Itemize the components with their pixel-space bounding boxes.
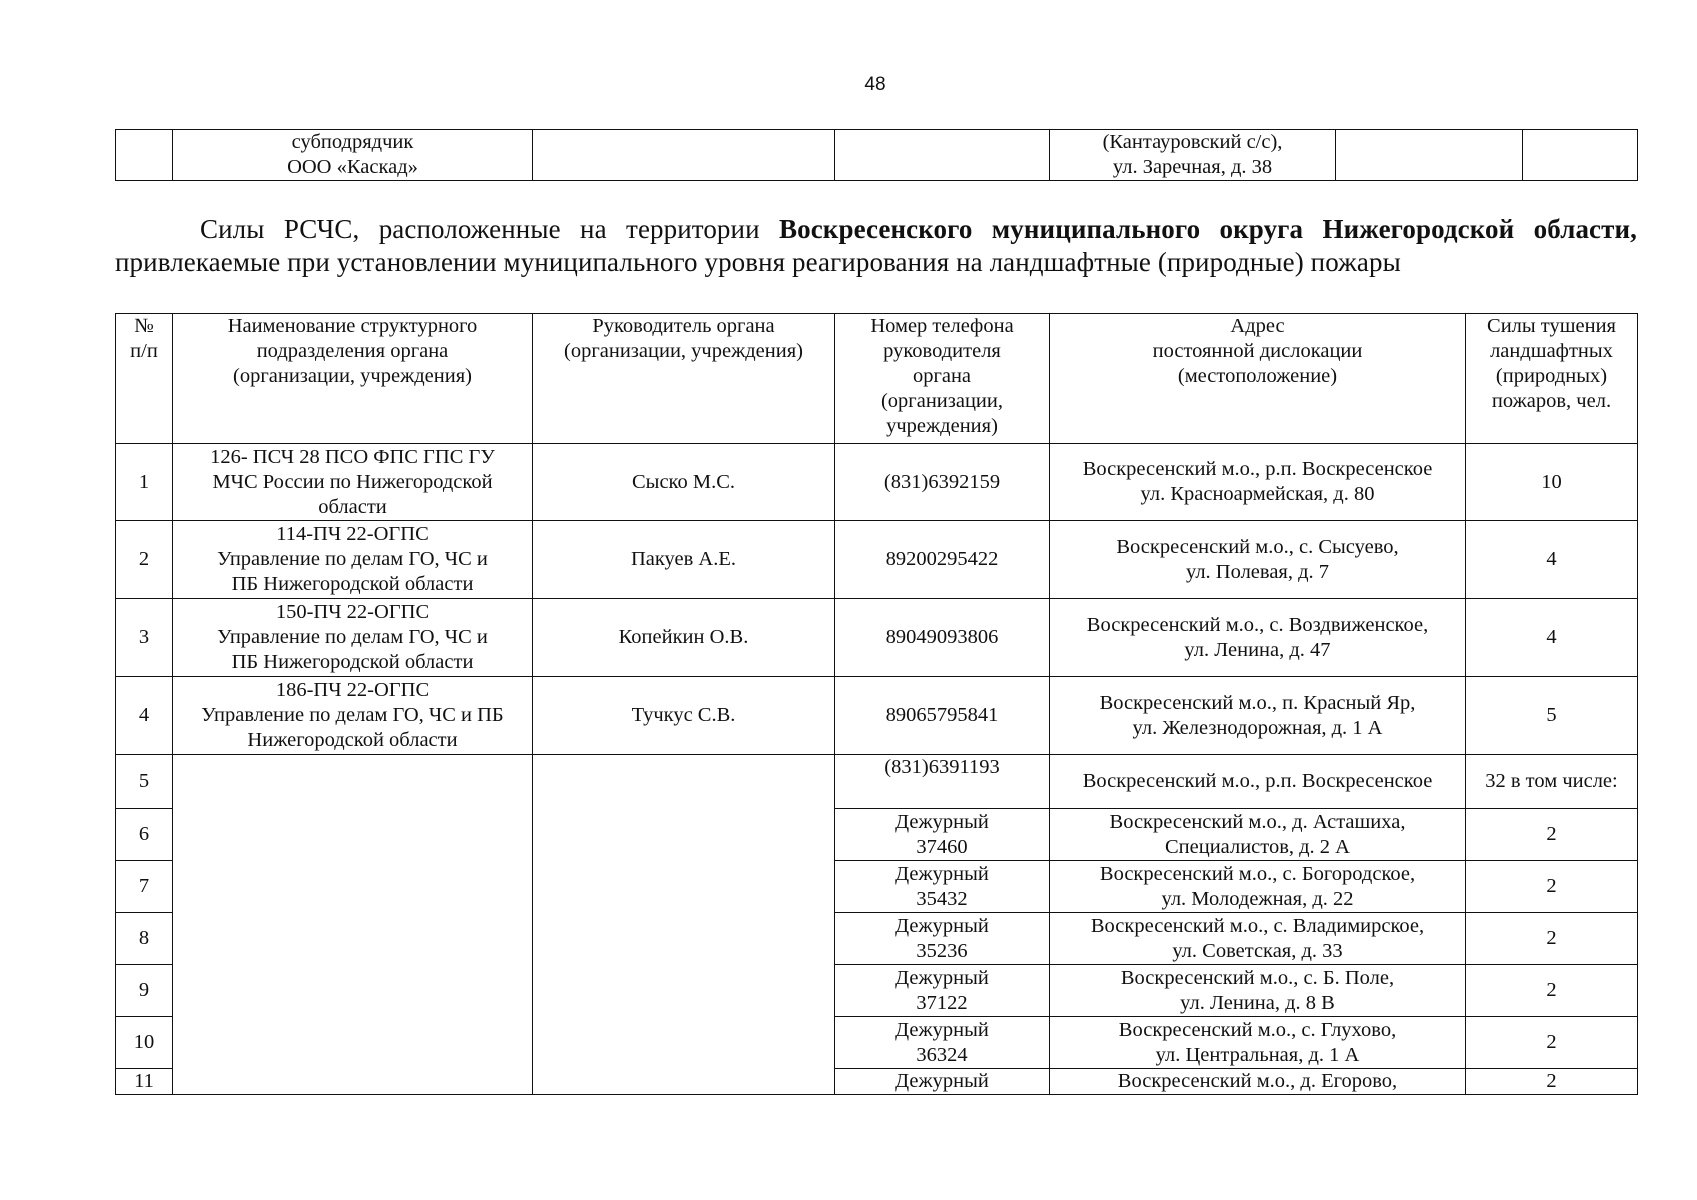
carryover-org-cell <box>173 130 533 181</box>
row-org <box>173 599 533 677</box>
row-phone-text: (831)6392159 <box>883 470 1001 493</box>
row-address-text: Воскресенский м.о., р.п. Воскресенское <box>1082 770 1433 792</box>
row-forces: 2 <box>1466 965 1638 1017</box>
row-address <box>1050 861 1466 913</box>
row-address-text: Воскресенский м.о., р.п. Воскресенское ул. Красноармейская, д. 80 <box>1082 458 1433 505</box>
table-row <box>116 599 1638 677</box>
row-phone-text: Дежурный 37122 <box>895 966 989 1014</box>
row-phone <box>835 1017 1050 1069</box>
row-phone-text: 89049093806 <box>885 626 999 648</box>
header-head-text: Руководитель органа (организации, учреждения) <box>564 315 803 362</box>
row-head: Сыско М.С. <box>533 444 835 521</box>
row-address <box>1050 1017 1466 1069</box>
row-address-text: Воскресенский м.о., с. Воздвиженское, ул. Ленина, д. 47 <box>1086 613 1429 661</box>
row-org <box>173 444 533 521</box>
row-address-text: Воскресенский м.о., с. Б. Поле, ул. Ленина, д. 8 В <box>1120 966 1395 1014</box>
row-phone <box>835 444 1050 521</box>
row-num: 1 <box>116 444 173 521</box>
row-num: 3 <box>116 599 173 677</box>
table-row <box>116 444 1638 521</box>
row-num: 10 <box>116 1017 173 1069</box>
page-number: 48 <box>864 74 886 95</box>
row-address-text: Воскресенский м.о., д. Егорово, <box>1117 1070 1398 1092</box>
header-org <box>173 314 533 444</box>
row-phone <box>835 965 1050 1017</box>
row-phone <box>835 599 1050 677</box>
heading-line-2: привлекаемые при установлении муниципального уровня реагирования на ландшафтные (природные) пожары <box>115 247 1401 277</box>
row-phone <box>835 913 1050 965</box>
row-phone-text: (831)6391193 <box>884 756 1000 778</box>
row-address-text: Воскресенский м.о., д. Асташиха, Специалистов, д. 2 А <box>1109 810 1406 858</box>
row-phone-text: Дежурный 37460 <box>895 810 989 858</box>
row-phone-text: Дежурный 35236 <box>895 914 989 962</box>
merged-head-cell <box>533 755 835 1095</box>
row-forces: 2 <box>1466 913 1638 965</box>
row-num: 7 <box>116 861 173 913</box>
table-row <box>116 677 1638 755</box>
carryover-num-cell <box>116 130 173 181</box>
row-org-text: 150-ПЧ 22-ОГПС Управление по делам ГО, ЧС и ПБ Нижегородской области <box>217 601 488 673</box>
heading-line-1 <box>115 213 1637 246</box>
row-forces: 32 в том числе: <box>1466 755 1638 809</box>
header-forces <box>1466 314 1638 444</box>
header-phone <box>835 314 1050 444</box>
row-address <box>1050 809 1466 861</box>
row-head: Копейкин О.В. <box>533 599 835 677</box>
row-head: Тучкус С.В. <box>533 677 835 755</box>
header-num-text: № п/п <box>130 315 158 362</box>
heading-text: Силы РСЧС, расположенные на территории <box>200 214 780 244</box>
row-address <box>1050 1069 1466 1095</box>
row-address-text: Воскресенский м.о., с. Глухово, ул. Центральная, д. 1 А <box>1118 1018 1397 1066</box>
row-org <box>173 521 533 599</box>
table-row <box>116 521 1638 599</box>
row-phone <box>835 755 1050 809</box>
carryover-extra-cell <box>1336 130 1523 181</box>
row-address-text: Воскресенский м.о., с. Богородское, ул. Молодежная, д. 22 <box>1099 862 1416 910</box>
row-org-text: 126- ПСЧ 28 ПСО ФПС ГПС ГУ МЧС России по Нижегородской области <box>210 445 495 518</box>
row-forces: 5 <box>1466 677 1638 755</box>
table-row <box>116 130 1638 181</box>
row-phone <box>835 677 1050 755</box>
forces-table <box>115 313 1638 1095</box>
section-heading <box>115 213 1637 279</box>
row-phone <box>835 521 1050 599</box>
carryover-table <box>115 129 1638 181</box>
row-forces: 4 <box>1466 599 1638 677</box>
row-phone-text: Дежурный <box>895 1070 989 1092</box>
row-num: 5 <box>116 755 173 809</box>
row-address <box>1050 444 1466 521</box>
header-address-text: Адрес постоянной дислокации (местоположение) <box>1152 315 1363 387</box>
header-address <box>1050 314 1466 444</box>
header-forces-text: Силы тушения ландшафтных (природных) пожаров, чел. <box>1487 315 1616 412</box>
row-num: 11 <box>116 1069 173 1095</box>
header-phone-text: Номер телефона руководителя органа (организации, учреждения) <box>870 315 1014 437</box>
header-num <box>116 314 173 444</box>
row-num: 6 <box>116 809 173 861</box>
row-org-text: 114-ПЧ 22-ОГПС Управление по делам ГО, ЧС и ПБ Нижегородской области <box>217 523 488 595</box>
row-num: 2 <box>116 521 173 599</box>
row-head: Пакуев А.Е. <box>533 521 835 599</box>
row-phone-text: Дежурный 35432 <box>895 862 989 910</box>
row-forces: 2 <box>1466 861 1638 913</box>
row-num: 8 <box>116 913 173 965</box>
row-address-text: Воскресенский м.о., с. Владимирское, ул. Советская, д. 33 <box>1090 914 1425 962</box>
row-forces: 10 <box>1466 444 1638 521</box>
carryover-org: субподрядчик ООО «Каскад» <box>287 131 418 178</box>
table-row <box>116 755 1638 809</box>
row-phone-text: Дежурный 36324 <box>895 1018 989 1066</box>
carryover-extra-cell <box>1523 130 1638 181</box>
row-forces: 4 <box>1466 521 1638 599</box>
row-num: 4 <box>116 677 173 755</box>
row-address-text: Воскресенский м.о., п. Красный Яр, ул. Железнодорожная, д. 1 А <box>1099 691 1416 739</box>
row-phone <box>835 809 1050 861</box>
row-phone <box>835 1069 1050 1095</box>
header-org-text: Наименование структурного подразделения органа (организации, учреждения) <box>227 315 478 387</box>
row-address-text: Воскресенский м.о., с. Сысуево, ул. Полевая, д. 7 <box>1116 535 1399 583</box>
carryover-phone-cell <box>835 130 1050 181</box>
row-phone-text: 89200295422 <box>885 548 999 570</box>
row-org <box>173 677 533 755</box>
row-address <box>1050 599 1466 677</box>
merged-org-cell <box>173 755 533 1095</box>
header-head <box>533 314 835 444</box>
row-forces: 2 <box>1466 1017 1638 1069</box>
carryover-address-cell <box>1050 130 1336 181</box>
row-num: 9 <box>116 965 173 1017</box>
row-phone <box>835 861 1050 913</box>
table-header-row <box>116 314 1638 444</box>
row-forces: 2 <box>1466 809 1638 861</box>
row-address <box>1050 755 1466 809</box>
row-forces: 2 <box>1466 1069 1638 1095</box>
row-org-text: 186-ПЧ 22-ОГПС Управление по делам ГО, ЧС и ПБ Нижегородской области <box>201 679 504 751</box>
carryover-address: (Кантауровский с/с), ул. Заречная, д. 38 <box>1102 131 1283 178</box>
carryover-head-cell <box>533 130 835 181</box>
row-address <box>1050 521 1466 599</box>
row-address <box>1050 965 1466 1017</box>
row-phone-text: 89065795841 <box>885 704 999 726</box>
row-address <box>1050 913 1466 965</box>
heading-bold-text: Воскресенского муниципального округа Нижегородской области, <box>779 214 1637 244</box>
row-address <box>1050 677 1466 755</box>
